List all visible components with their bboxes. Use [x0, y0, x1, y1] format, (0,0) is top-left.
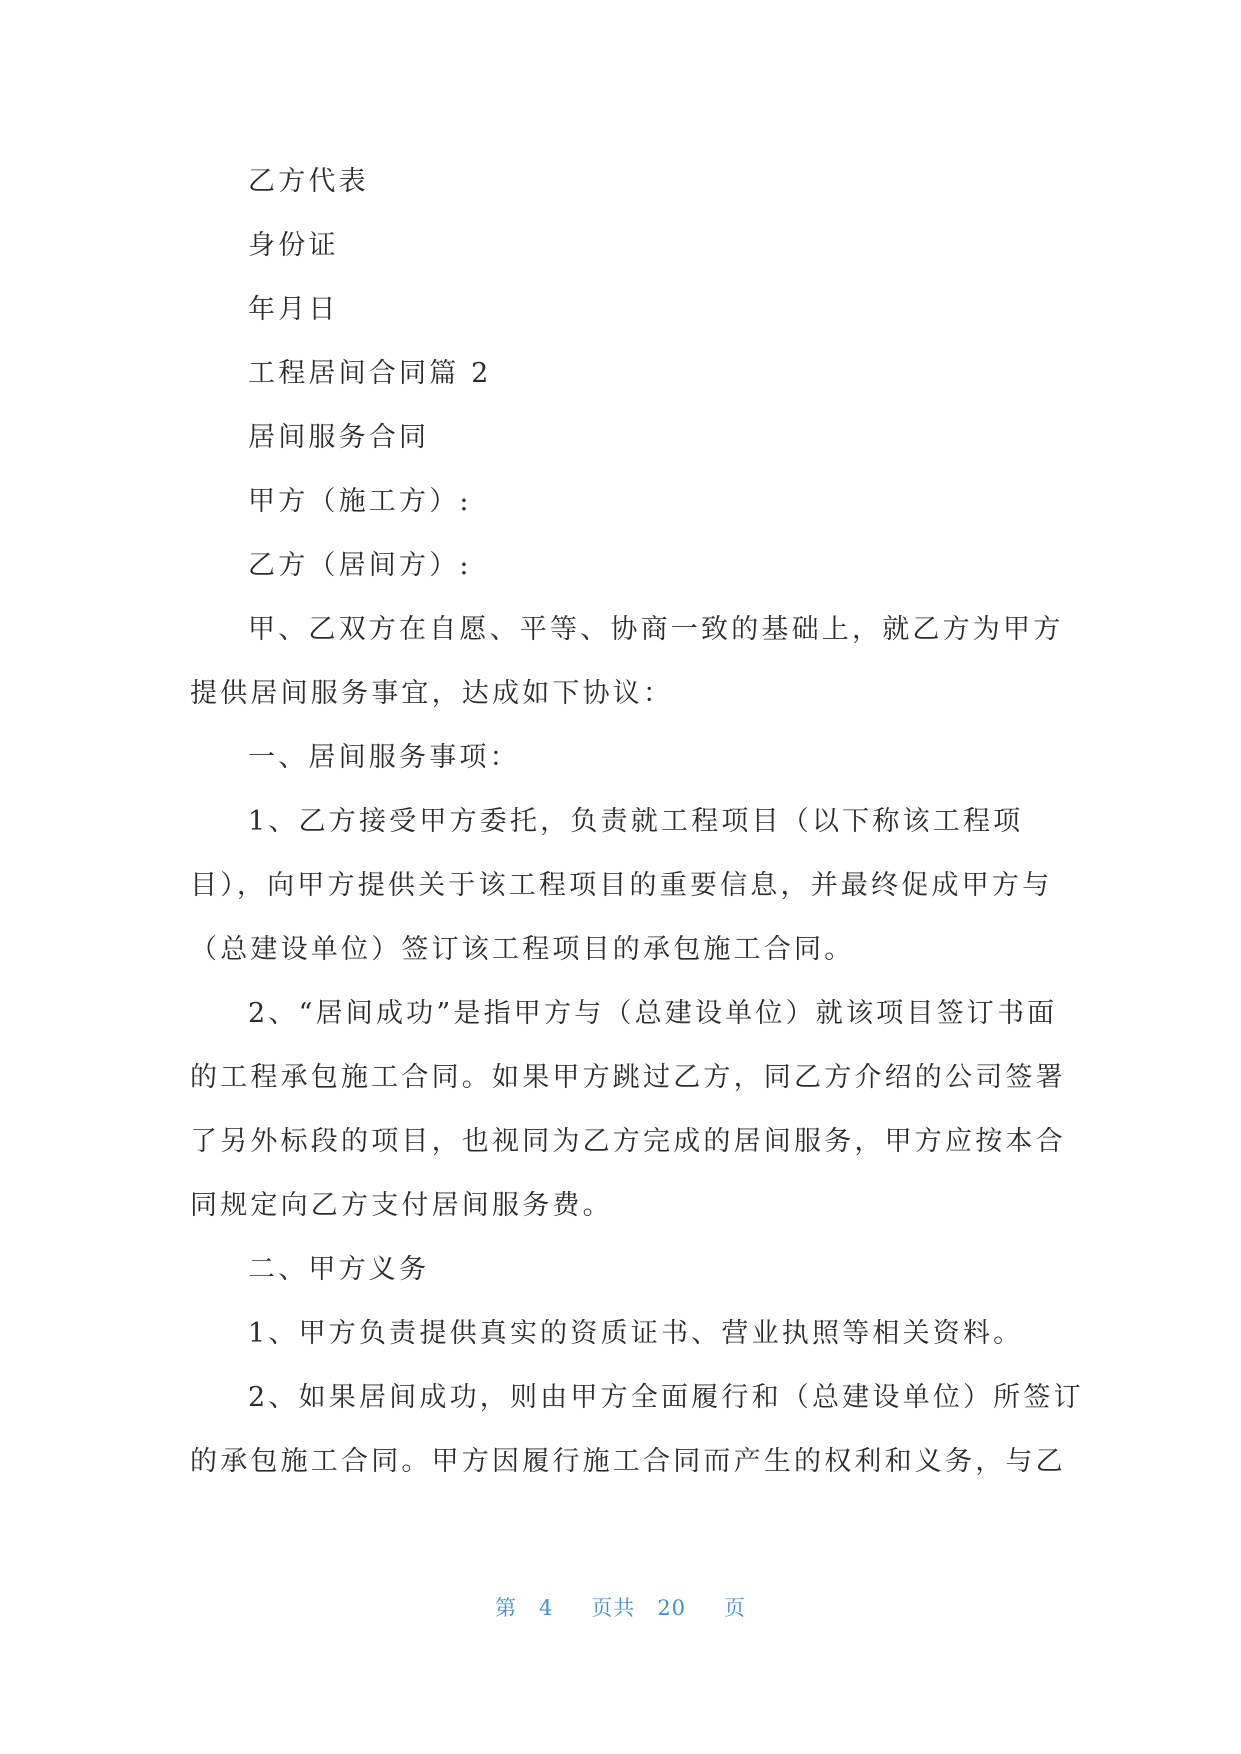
clause-heading: 一、居间服务事项：	[248, 742, 520, 773]
contract-title: 居间服务合同	[248, 422, 430, 453]
paragraph-line: 甲、乙双方在自愿、平等、协商一致的基础上，就乙方为甲方	[248, 614, 1064, 645]
party-a-label: 甲方（施工方）:	[248, 486, 472, 517]
paragraph-line: 的承包施工合同。甲方因履行施工合同而产生的权利和义务，与乙	[190, 1446, 1066, 1477]
section-heading: 工程居间合同篇 2	[248, 358, 492, 389]
paragraph-line: 的工程承包施工合同。如果甲方跳过乙方，同乙方介绍的公司签署	[190, 1062, 1066, 1093]
paragraph-line: 提供居间服务事宜，达成如下协议：	[190, 678, 674, 709]
footer-ye: 页	[724, 1596, 747, 1620]
paragraph-line: 1、甲方负责提供真实的资质证书、营业执照等相关资料。	[248, 1318, 1024, 1349]
date-label: 年月日	[248, 294, 339, 325]
paragraph-line: 同规定向乙方支付居间服务费。	[190, 1190, 613, 1221]
paragraph-line: 2、如果居间成功，则由甲方全面履行和（总建设单位）所签订	[248, 1382, 1084, 1413]
footer-current-page: 4	[538, 1596, 554, 1620]
clause-heading: 二、甲方义务	[248, 1254, 430, 1285]
paragraph-line: 2、“居间成功”是指甲方与（总建设单位）就该项目签订书面	[248, 998, 1058, 1029]
footer-ye-gong: 页共	[591, 1596, 636, 1620]
footer-total-pages: 20	[657, 1596, 687, 1620]
paragraph-line: 1、乙方接受甲方委托，负责就工程项目（以下称该工程项	[248, 806, 1024, 837]
page-footer	[0, 1592, 1241, 1622]
paragraph-line: 目），向甲方提供关于该工程项目的重要信息，并最终促成甲方与	[190, 870, 1053, 901]
party-b-representative-label: 乙方代表	[248, 166, 369, 197]
footer-di: 第	[494, 1596, 517, 1620]
paragraph-line: （总建设单位）签订该工程项目的承包施工合同。	[190, 934, 855, 965]
party-b-label: 乙方（居间方）:	[248, 550, 472, 581]
paragraph-line: 了另外标段的项目，也视同为乙方完成的居间服务，甲方应按本合	[190, 1126, 1066, 1157]
id-card-label: 身份证	[248, 230, 339, 261]
